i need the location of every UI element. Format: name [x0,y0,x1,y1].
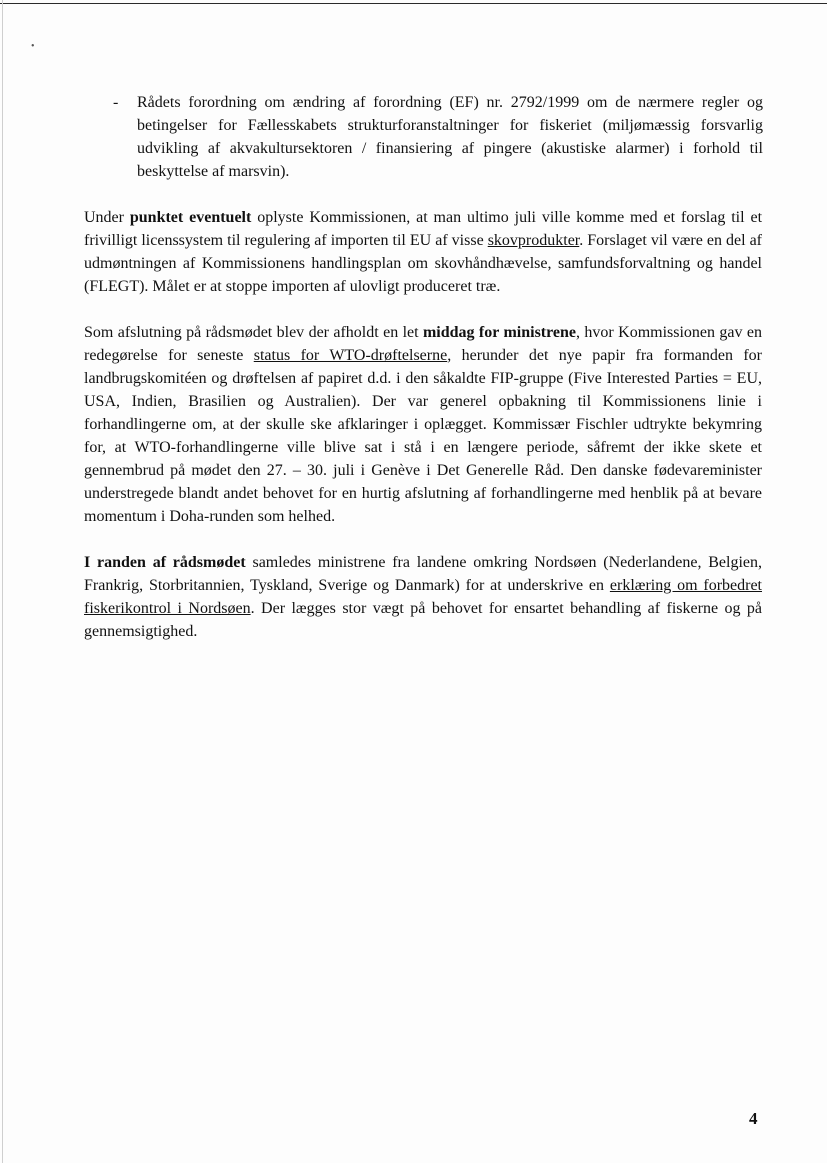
paragraph-middag [84,321,762,528]
paragraph-text: , herunder det nye papir fra formanden for landbrugskomitéen og drøftelsen af papiret d.d. i den såkaldte FIP-gruppe (Five Interested Parties = EU, USA, Indien, Brasilien og Australien). Der var generel opbakning til Kommissionens linie i forhandlingerne om, at der skulle ske afklaringer i oplægget. Kommissær Fischler udtrykte bekymring for, at WTO-forhandlingerne ville blive sat i stå i en længere periode, såfremt der ikke skete et gennembrud på mødet den 27. – 30. juli i Genève i Det Generelle Råd. Den danske fødevareminister understregede blandt andet behovet for en hurtig afslutning af forhandlingerne med henblik på at bevare momentum i Doha-runden som helhed. [84,347,763,525]
paragraph-bold: punktet eventuelt [129,209,252,226]
scan-left-edge [2,0,3,1163]
bullet-dash: - [113,94,119,111]
paragraph-text: , hvor Kommissionen gav en redegørelse for seneste [84,324,763,364]
paragraph-text: . Forslaget vil være en del af udmøntningen af Kommissionens handlingsplan om skovhåndhævelse, samfundsforvaltning og handel (FLEGT). Målet er at stoppe importen af ulovligt produceret træ. [84,232,763,295]
bullet-text: Rådets forordning om ændring af forordning (EF) nr. 2792/1999 om de nærmere regler og betingelser for Fællesskabets strukturforanstaltninger for fiskeriet (miljømæssig forsvarlig udvikling af akvakultursektoren / finansiering af pingere (akustiske alarmer) i forhold til beskyttelse af marsvin). [137,94,763,180]
paragraph-lead: Som afslutning på rådsmødet blev der afholdt en let [84,324,423,341]
paragraph-text: . Der lægges stor vægt på behovet for ensartet behandling af fiskerne og på gennemsigtighed. [84,600,763,640]
paragraph-eventuelt [84,206,762,298]
link-wto-status[interactable]: status for WTO-drøftelserne [253,347,448,364]
paragraph-bold: I randen af rådsmødet [84,554,246,571]
paragraph-lead: Under [84,209,130,226]
paragraph-text: samledes ministrene fra landene omkring Nordsøen (Nederlandene, Belgien, Frankrig, Storbritannien, Tyskland, Sverige og Danmark) for at underskrive en [84,554,762,594]
scan-speck: • [31,41,35,52]
paragraph-bold: middag for ministrene [422,324,577,341]
paragraph-nordsoen [84,551,762,643]
top-rule [0,3,827,4]
link-erklaering[interactable]: erklæring om forbedret fiskerikontrol i Nordsøen [84,577,762,617]
page-number: 4 [749,1109,758,1128]
paragraph-text: oplyste Kommissionen, at man ultimo juli ville komme med et forslag til et frivilligt licenssystem til regulering af importen til EU af visse [84,209,763,249]
link-skovprodukter[interactable]: skovprodukter [487,232,580,249]
